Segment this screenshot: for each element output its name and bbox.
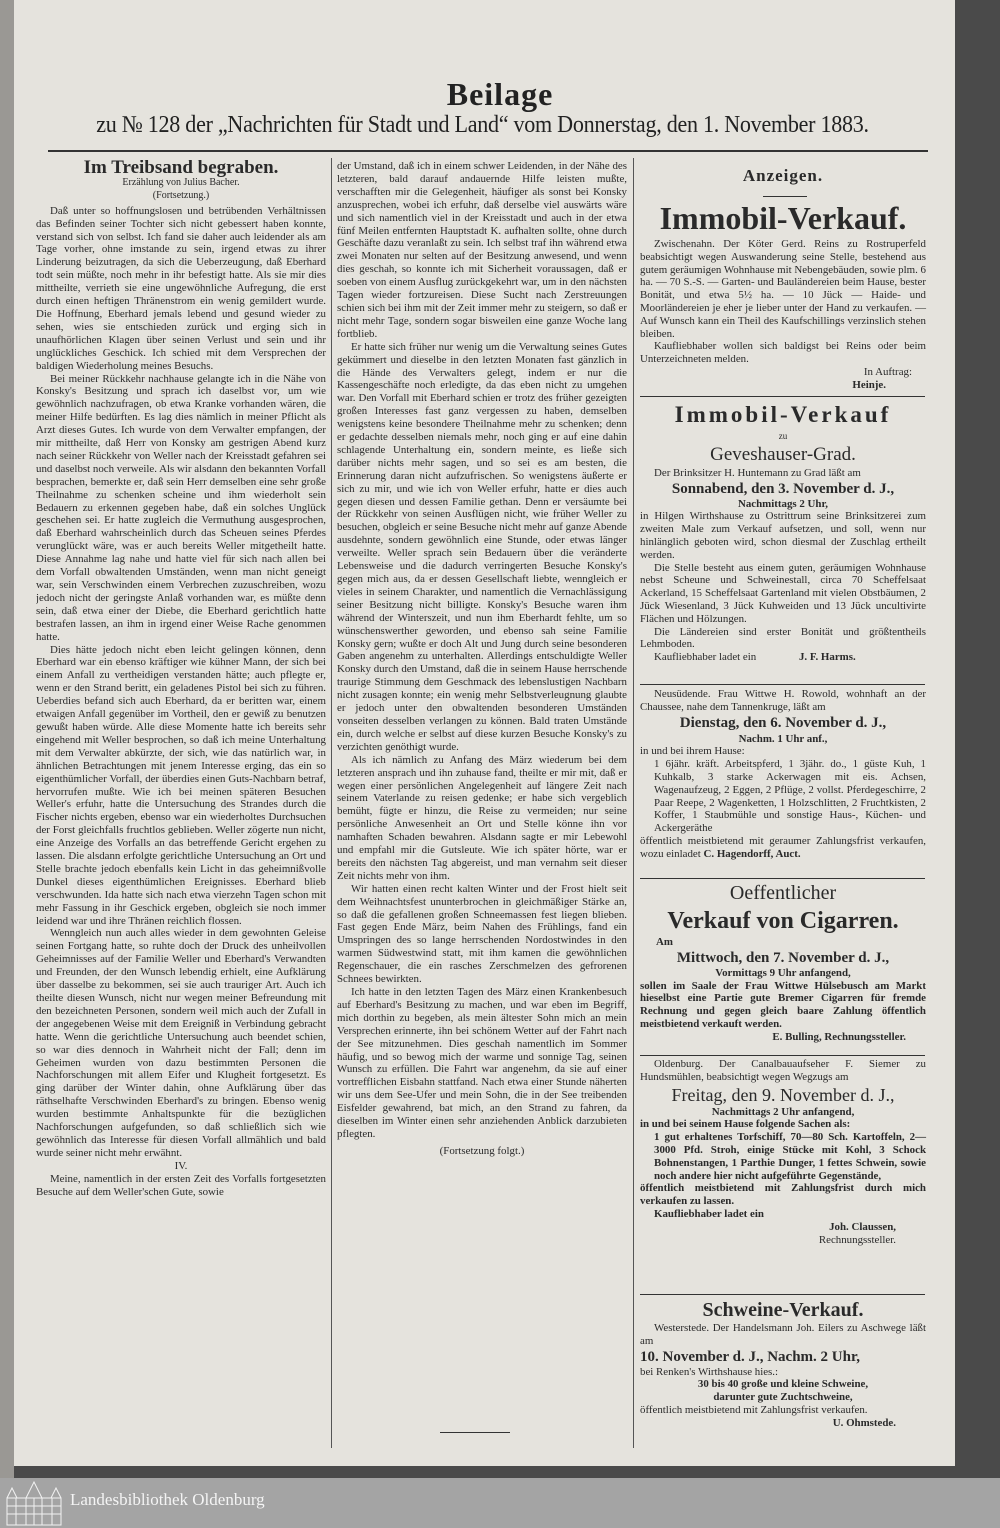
ad-title: Immobil-Verkauf	[674, 402, 892, 427]
ad-schweine-verkauf	[640, 1298, 926, 1430]
ad-signoff: In Auftrag:	[863, 365, 912, 378]
ad-section-title	[640, 166, 926, 185]
ad-divider	[640, 684, 925, 685]
ad-signature: U. Ohmstede.	[832, 1416, 896, 1429]
column-divider	[331, 158, 332, 1448]
library-footer	[0, 1478, 1000, 1528]
ad-text: in Hilgen Wirthshause zu Ostrittrum seine Brinksitzerei zum zweiten Male zum Verkauf aufsetzen, und soll, wenn nur hinlänglich geboten wird, schon diesmal der Zuschlag ertheilt werden.	[640, 510, 926, 561]
paragraph: Dies hätte jedoch nicht eben leicht gelingen können, denn Eberhard war ein ebenso kräftiger wie kühner Mann, der sich bei einem Anfall zu vertheidigen verstanden hätte; auch pflegte er, wenn er den Strand beritt, ein geladenes Pistol bei sich zu führen. Ueberdies befand sich auch Eberhard, da er beritten war, einem etwaigen Anfall gegenüber im Vortheil, den er gewiß zu benutzen gewußt haben würde. Alle diese Momente hatte ich bereits sehr eingehend mit Weller besprochen, so daß ich meine Unterhaltung mit dem Verwalter abkürzte, der sich, wie das natürlich war, in ähnlichen Betrachtungen mit jenem Interesse erging, das ein so eigenthümlicher Vorfall, der überdies einen Guts-Nachbarn betraf, hervorrufen mußte. Wie ich bei meinen späteren Besuchen Weller's erfuhr, hatte die Untersuchung des Strandes durch die Fischer nichts ergeben, ebenso war ein wiederholtes Durchsuchen der Forst gleichfalls fruchtlos geblieben. Weller zögerte nun nicht, eine Anzeige des Vorfalls an das betreffende Gericht ergehen zu lassen. Die alsdann erfolgte gerichtliche Untersuchung an Ort und Stelle brachte jedoch ebenfalls kein Licht in das geheimnißvolle Dunkel dieses eigenthümlichen Ereignisses. Eberhard blieb verschwunden. Ida hatte sich nach etwa vierzehn Tagen schon mit mehr Fassung in ihr Geschick ergeben, obgleich sie noch immer leidend war und ihre Thränen reichlich flossen.	[36, 643, 326, 927]
column-divider	[633, 158, 634, 1448]
ad-title: Schweine-Verkauf.	[702, 1299, 864, 1321]
ad-signature: E. Bulling, Rechnungssteller.	[772, 1030, 906, 1043]
ad-divider	[640, 1055, 925, 1056]
page-title: Beilage	[446, 76, 554, 112]
ad-signature: C. Hagendorff, Auct.	[703, 847, 801, 860]
ad-text: in und bei seinem Hause folgende Sachen als:	[640, 1118, 851, 1131]
ad-date: 10. November d. J., Nachm. 2 Uhr,	[640, 1348, 860, 1365]
ad-items: 1 6jähr. kräft. Arbeitspferd, 1 3jähr. do., 1 güste Kuh, 1 Kuhkalb, 3 starke Ackerwagen mit eis. Achsen, Wagenaufzeug, 2 Eggen, 2 Pflüge, 2 vollst. Pferdegeschirre, 2 Paar Reepe, 2 Wagenketten, 1 Holzschlitten, 2 Fruchtkisten, 2 Koffer, 1 Staubmühle und sonstige Haus-, Küchen- und Ackergeräthe	[654, 758, 926, 835]
ad-text: in und bei ihrem Hause:	[640, 745, 745, 758]
ad-time: Nachmittags 2 Uhr,	[737, 497, 829, 510]
header-rule	[48, 150, 928, 152]
ad-text: Die Stelle besteht aus einem guten, geräumigen Wohnhause nebst Scheune und Schweinestall, circa 70 Scheffelsaat Ackerland, 15 Scheffelsaat Gartenland mit vielen Obstbäumen, 2 Jück Wiesenland, 3 Jück Kuhweiden und 13 Jück uncultivirte Flächen und Hölzungen.	[640, 561, 926, 625]
ad-text: öffentlich meistbietend mit Zahlungsfrist durch mich verkaufen zu lassen.	[640, 1182, 926, 1208]
ad-invite: Kaufliebhaber ladet ein	[654, 651, 757, 664]
ad-date: Mittwoch, den 7. November d. J.,	[676, 949, 890, 966]
ad-divider	[640, 1294, 925, 1295]
ad-text: öffentlich meistbietend mit Zahlungsfrist verkaufen.	[640, 1403, 868, 1416]
to-be-continued: (Fortsetzung folgt.)	[439, 1144, 525, 1157]
ad-immobil-verkauf-geveshauser-grad	[640, 400, 926, 664]
ad-date: Sonnabend, den 3. November d. J.,	[671, 480, 895, 497]
ad-signature: Joh. Claussen,	[829, 1220, 896, 1233]
ad-neusuedende-auction	[640, 688, 926, 861]
story-column-1	[36, 160, 326, 1450]
ad-divider	[640, 396, 925, 397]
ad-text: bei Renken's Wirthshause hies.:	[640, 1365, 779, 1378]
ad-signature: J. F. Harms.	[798, 651, 856, 664]
library-building-logo	[4, 1480, 64, 1526]
ad-immobil-verkauf-zwischenahn	[640, 198, 926, 392]
ad-title: Immobil-Verkauf.	[659, 200, 907, 236]
ad-cigar-sale	[640, 880, 926, 1044]
ad-date: Freitag, den 9. November d. J.,	[671, 1084, 895, 1105]
paragraph: der Umstand, daß ich in einem schwer Leidenden, in der Nähe des letzteren, bald darauf andauernde Hilfe leisten mußte, verschafften mir die Gelegenheit, häufiger als sonst bei Konsky anzusprechen, wobei ich erfuhr, daß derselbe viel auswärts wäre und sich namentlich viel in der Kreisstadt und auch in der etwa fünf Meilen entfernten Hauptstadt K. aufhalten sollte, ohne durch Geschäfte dazu veranlaßt zu sein. Ich selbst traf ihn während etwa zwei Monaten nur selten auf der Besitzung anwesend, und wenn dies geschah, so konnte ich mit Sicherheit voraussagen, daß er soeben von einem Ausflug zurückgekehrt war, um in den nächsten Tagen wieder fortzureisen. Diese Sucht nach Zerstreuungen schien sich bei ihm mit der Zeit immer mehr zu steigern, so daß er nicht mehr Tage, sondern sogar bisweilen eine ganze Woche lang fortblieb.	[337, 160, 627, 340]
chapter-heading: IV.	[174, 1159, 188, 1172]
ad-time: Nachm. 1 Uhr anf.,	[738, 732, 828, 745]
ad-oldenburg-auction	[640, 1058, 926, 1246]
story-end-rule	[440, 1432, 510, 1433]
ad-items: darunter gute Zuchtschweine,	[713, 1391, 853, 1404]
ad-time: Vormittags 9 Uhr anfangend,	[715, 966, 851, 979]
story-column-2	[337, 160, 627, 1400]
paragraph: Wenngleich nun auch alles wieder in dem gewohnten Geleise seinen Fortgang hatte, so ruhte doch der Druck des unheilvollen Geheimnisses auf der Familie Weller und Eberhard's Verwandten und Freunden, der den Wunsch lebendig erhielt, eine Aufklärung über dasselbe zu bekommen, sei sie auch trauriger Art. Auch ich theilte diesen Wunsch, nicht nur wegen meiner Befreundung mit den bezeichneten Personen, sondern weil mich auch der Zufall in der angegebenen Weise mit dem Ereigniß in Verbindung gebracht hatte. Wenn die gerichtliche Untersuchung auch beendet schien, so war dies dennoch in Wahrheit nicht der Fall; denn im Geheimen wurden von dazu bestimmten Personen die Nachforschungen mit allem Eifer und Klugheit fortgesetzt. Es ging darüber der Winter dahin, ohne Aufklärung über das räthselhafte Verschwinden Eberhard's zu bringen. Ebenso wenig wurden bestimmte Anhaltspunkte für die bezüglichen Nachforschungen aufgefunden, so daß schließlich sich wie gewöhnlich das Interesse für diesen Vorfall allmählich und bald wurde seiner nicht mehr erwähnt.	[36, 927, 326, 1159]
ad-text: Neusüdende. Frau Wittwe H. Rowold, wohnhaft an der Chaussee, nahe dem Tannenkruge, läßt am	[640, 688, 926, 713]
paragraph: Daß unter so hoffnungslosen und betrübenden Verhältnissen das Befinden seiner Tochter sich nicht gebessert haben konnte, verstand sich von selbst. Ich fand sie daher auch leidender als am Tage vorher, ohne imstande zu sein, irgend etwas zu ihrer Linderung beizutragen, da sich die Ueberzeugung, daß Eberhard todt sein müßte, noch mehr in ihr befestigt hatte. Als sie mir dies mittheilte, verrieth sie eine ungewöhnliche Aufregung, die erst durch einen heftigen Thränenstrom ein wenig gemildert wurde. Die Hoffnung, Eberhard jemals lebend und gesund wieder zu sehen, wies sie entschieden zurück und erging sich in unaufhörlichen Klagen über seinen Verlust und sein und ihr unglückliches Geschick. Ich schied mit dem Versprechen der baldigen Wiederholung meines Besuchs.	[36, 204, 326, 372]
paragraph: Meine, namentlich in der ersten Zeit des Vorfalls fortgesetzten Besuche auf dem Weller'schen Gute, sowie	[36, 1172, 326, 1198]
ads-heading: Anzeigen.	[742, 166, 824, 185]
ad-title: Verkauf von Cigarren.	[667, 908, 899, 934]
ad-text: Zwischenahn. Der Köter Gerd. Reins zu Rostruperfeld beabsichtigt wegen Auswanderung seine Stelle, bestehend aus gutem geräumigen Wohnhause mit Nebengebäuden, sowie plm. 6 ha. — 70 S.-S. — Garten- und Bauländereien beim Hause, bester Bonität, und etwa 5½ ha. — 10 Jück — Haide- und Moorländereien je eher je lieber unter der Hand zu verkaufen. — Auf Wunsch kann ein Theil des Kaufschillings verzinslich stehen bleiben.	[640, 238, 926, 340]
ad-title: Oeffentlicher	[729, 882, 837, 904]
ad-zu: zu	[778, 431, 788, 441]
page-edge	[0, 0, 14, 1478]
ad-text: Der Brinksitzer H. Huntemann zu Grad läßt am	[654, 466, 861, 479]
ad-signature: Heinje.	[852, 378, 886, 391]
ad-items: 30 bis 40 große und kleine Schweine,	[697, 1378, 869, 1391]
story-byline: Erzählung von Julius Bacher.	[122, 176, 240, 188]
ad-date: Dienstag, den 6. November d. J.,	[679, 714, 887, 731]
paragraph: Wir hatten einen recht kalten Winter und der Frost hielt seit dem Weihnachtsfest ununterbrochen in gleichmäßiger Stärke an, so daß die gefallenen großen Schneemassen fest liegen blieben. Fast gegen Ende März, beim Nahen des Frühlings, fand ein Umspringen des so lange herrschenden Nordostwindes in den warmen Südwestwind statt, mit ihm kamen die gewöhnlichen Regenschauer, die ein rasches Zerschmelzen des gefrorenen Schnees bewirkten.	[337, 882, 627, 986]
ad-text: sollen im Saale der Frau Wittwe Hülsebusch am Markt hieselbst eine Partie gute Bremer Cigarren für fremde Rechnung und gegen gleich baare Zahlung öffentlich meistbietend verkauft werden.	[640, 979, 926, 1030]
paragraph: Er hatte sich früher nur wenig um die Verwaltung seines Gutes gekümmert und dieselbe in den letzten Monaten fast gänzlich in die Hände des Verwalters gelegt, indem er nur die Kassengeschäfte noch erledigte, da das eben nicht zu umgehen war. Den Vorfall mit Eberhard schien er trotz des früher gezeigten großen Interesses fast ganz vergessen zu haben, demselben wenigstens keine besondere Theilnahme mehr zu schenken; denn er gedachte desselben niemals mehr, noch ging er auf eine dahin schlagende Unterhaltung ein, sondern meinte, es ließe sich darüber nichts mehr sagen, und so sei es am besten, die Erinnerung daran nicht aufzufrischen. So wenigstens äußerte er sich zu mir, und wie ich von Weller erfuhr, hatte er dies auch gegen diesen und dessen Familie gethan. Denn er versäumte bei der Rückkehr von seinen Ausflügen nicht, wie früher Weller zu besuchen, obgleich er seine Besuche nicht mehr auf ganze Abende ausdehnte, sondern gewöhnlich eine Stunde, oder etwas länger verweilte. Weller sprach sein Bedauern über die veränderte Lebensweise und die dadurch verringerten Besuche Konsky's gegen mich aus, da er dessen Gesellschaft liebte, wenngleich er vieles in seinem Charakter, und namentlich die Vernachlässigung seiner Besitzung nicht billigte. Konsky's Besuche waren ihm während der Winterszeit, und nun ihm Eberhardt fehlte, um so wünschenswerther geworden, und ebenso sah seine Familie Konsky gern; wußte er doch Alt und Jung durch seine besonderen Gaben angenehm zu unterhalten. Allerdings entschuldigte Weller Konsky durch den Umstand, daß die in seinem Hause herrschende traurige Stimmung dem Geschmack des lebenslustigen Nachbarn nicht zusagen konnte; ein wenig mehr Selbstverleugnung glaubte er jedoch unter den obwaltenden besonderen Umständen vonseiten desselben verlangen zu können. Bald traten Umstände ein, durch welche er selbst auf diese kurzen Besuche Konsky's zu verzichten genöthigt wurde.	[337, 340, 627, 753]
ad-place: Geveshauser-Grad.	[710, 443, 856, 465]
ad-text: öffentlich meistbietend mit geraumer Zahlungsfrist verkaufen, wozu einladet	[640, 834, 926, 860]
story-title: Im Treibsand begraben.	[83, 160, 279, 178]
library-name: Landesbibliothek Oldenburg	[70, 1490, 265, 1509]
ad-text: Kaufliebhaber wollen sich baldigst bei Reins oder beim Unterzeichneten melden.	[640, 340, 926, 366]
ad-time: Nachmittags 2 Uhr anfangend,	[711, 1105, 855, 1118]
ad-signature-title: Rechnungssteller.	[818, 1233, 896, 1246]
paragraph: Bei meiner Rückkehr nachhause gelangte ich in die Nähe von Konsky's Besitzung und sprach ich daselbst vor, um wie gewöhnlich nachzufragen, ob etwa Kranke vorhanden wären, die meiner Hilfe bedürften. Es lag dies nämlich in meiner Pflicht als Arzt dieses Gutes. Ich wurde von dem Verwalter empfangen, der mir mittheilte, daß Herr von Konsky am gestrigen Abend kurz nach seiner Rückkehr von Weller nach der Kreisstadt gefahren sei und daselbst noch verweile. Als wir alsdann den bekannten Vorfall besprachen, bemerkte er, daß sein Herr demselben eine sehr große Theilnahme zu schenken scheine und ihm wiederholt sein Bedauern zu erkennen gegeben habe, daß ein solches Unglück geschehen sei. Er hatte zugleich die Vermuthung ausgesprochen, daß Eberhard wahrscheinlich durch das Scheuen seines Pferdes verunglückt wäre, was er auch bereits Weller mitgetheilt hatte. Diese Annahme lag nahe und hatte viel für sich nach allen bei dem Vorfall obwaltenden Umständen, wenn man nicht geneigt war, sein Verschwinden einem Verbrechen zuzuschreiben, wozu jedoch nicht der geringste Anlaß vorhanden war, es müßte denn sein, daß etwa einer der Diebe, die Eberhard gerichtlich hatte bestrafen lassen, an ihm in irgend einer Weise Rache genommen hatte.	[36, 372, 326, 643]
ad-text: Die Ländereien sind erster Bonität und größtentheils Lehmboden.	[640, 625, 926, 651]
heading-rule	[763, 196, 807, 197]
ad-text: Westerstede. Der Handelsmann Joh. Eilers zu Aschwege läßt am	[640, 1322, 926, 1347]
paragraph: Als ich nämlich zu Anfang des März wiederum bei dem letzteren ansprach und ihn zuhause fand, theilte er mir mit, daß er wegen einer persönlichen Angelegenheit auf längere Zeit nach seinem Vaterlande zu reisen gedenke; er habe sich vergeblich bemüht, fügte er hinzu, die Reise zu vermeiden; nur seine persönliche Anwesenheit an Ort und Stelle könne ihn vor namhaften Schaden bewahren. Alsdann sagte er mir Lebewohl und empfahl mir die Gutsleute. Wie ich später hörte, war er bereits den nächsten Tag abgereist, und man vernahm seit dieser Zeit nichts mehr von ihm.	[337, 753, 627, 882]
ad-items: 1 gut erhaltenes Torfschiff, 70—80 Sch. Kartoffeln, 2—3000 Pfd. Stroh, einige Stücke mit Kohl, 3 Schock Bohnenstangen, 1 Parthie Dunger, 1 fettes Schwein, sowie noch andere hier nicht aufgeführte Gegenstände,	[654, 1131, 926, 1182]
story-continued: (Fortsetzung.)	[152, 189, 210, 201]
issue-subtitle: zu № 128 der „Nachrichten für Stadt und Land“ vom Donnerstag, den 1. November 1883.	[96, 112, 869, 138]
ad-text: Am	[656, 936, 673, 948]
ad-text: Oldenburg. Der Canalbauaufseher F. Siemer zu Hundsmühlen, beabsichtigt wegen Wegzugs am	[640, 1058, 926, 1083]
ad-text: Kaufliebhaber ladet ein	[654, 1207, 764, 1220]
ad-divider	[640, 878, 925, 879]
paragraph: Ich hatte in den letzten Tagen des März einen Krankenbesuch auf Eberhard's Besitzung zu machen, und war eben im Begriff, mich dorthin zu begeben, als mein ältester Sohn mich an mein Versprechen erinnerte, ihn bei schönem Wetter auf der Fahrt nach der See mitzunehmen. Dies geschah namentlich im Sommer häufig, und so bewog mich der warme und sonnige Tag, seinen Wunsch zu erfüllen. Die Fahrt war angenehm, da sie auf einer vortrefflichen Eisbahn stattfand. Nach etwa einer Stunde näherten wir uns dem See-Ufer und mein Sohn, die in der See treibenden Eisfelder gewahrend, bat mich, an den Strand zu fahren, da dieselben im Winter einen sehr anziehenden Anblick darzubieten pflegten.	[337, 986, 627, 1140]
